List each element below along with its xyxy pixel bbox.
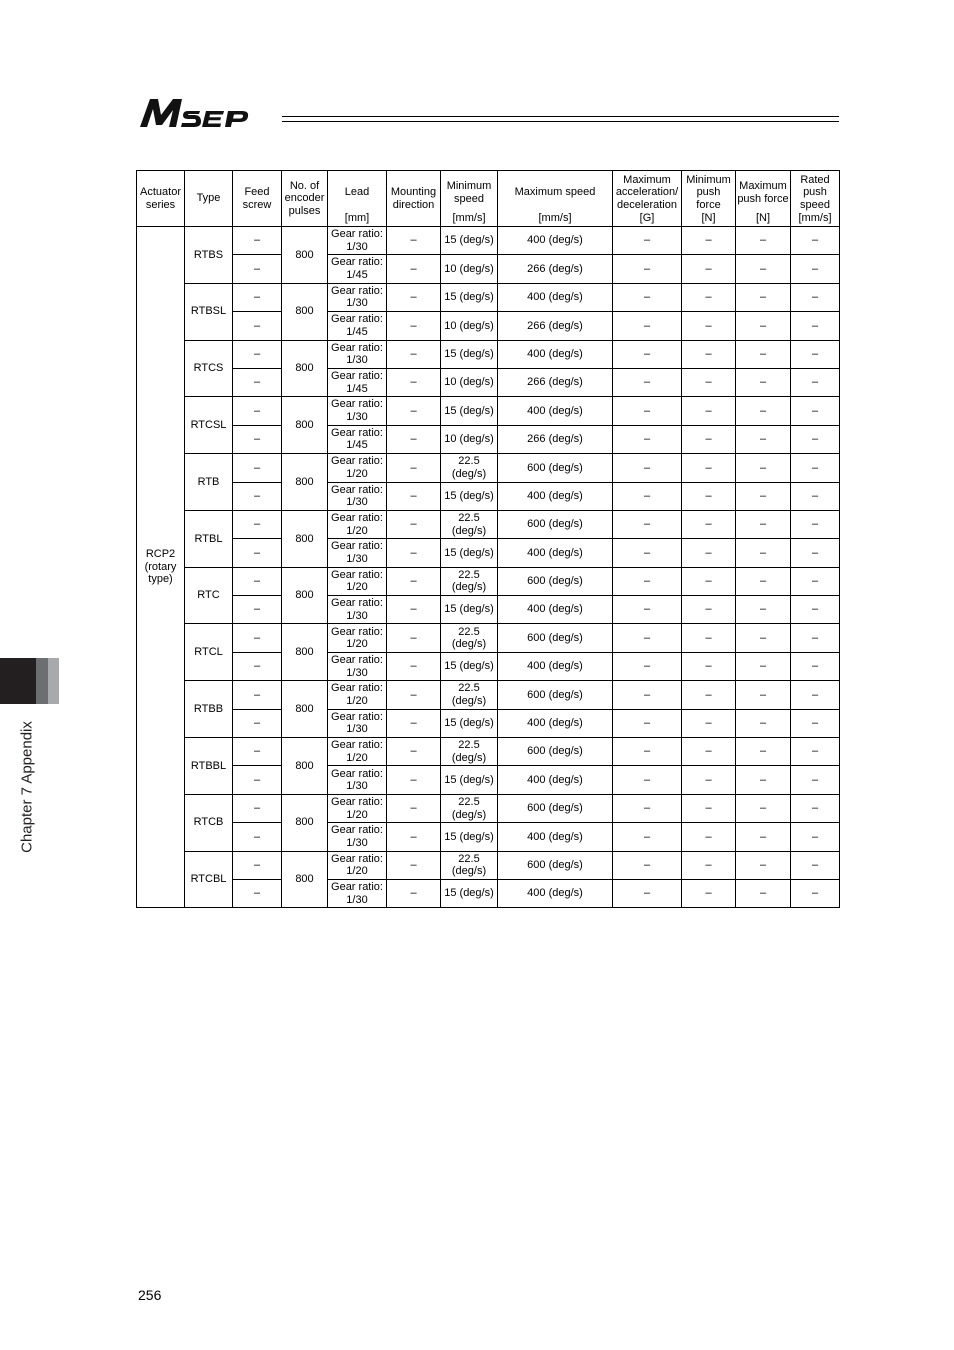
- cell-max-push-force: –: [736, 652, 791, 680]
- cell-minimum-speed: 10 (deg/s): [441, 255, 498, 283]
- table-row: [137, 681, 840, 709]
- cell-max-push-force: –: [736, 539, 791, 567]
- unit-min-push-force: [N]: [701, 212, 716, 225]
- unit-rated-push-speed: [mm/s]: [798, 212, 832, 225]
- cell-maximum-speed: 400 (deg/s): [498, 340, 613, 368]
- cell-minimum-speed: 22.5 (deg/s): [441, 851, 498, 879]
- cell-lead: Gear ratio: 1/30: [328, 823, 387, 851]
- cell-feed-screw: –: [233, 851, 282, 879]
- header-row: [137, 171, 840, 227]
- actuator-spec-table: [136, 170, 840, 908]
- cell-mounting-direction: –: [387, 368, 441, 396]
- cell-min-push-force: –: [682, 709, 736, 737]
- chapter-tab-light: [48, 658, 59, 704]
- cell-minimum-speed: 22.5 (deg/s): [441, 510, 498, 538]
- cell-maximum-speed: 600 (deg/s): [498, 510, 613, 538]
- cell-max-push-force: –: [736, 454, 791, 482]
- cell-encoder-pulses: 800: [282, 851, 328, 908]
- cell-maximum-speed: 600 (deg/s): [498, 454, 613, 482]
- cell-rated-push-speed: –: [791, 482, 840, 510]
- cell-maximum-speed: 600 (deg/s): [498, 567, 613, 595]
- cell-min-push-force: –: [682, 283, 736, 311]
- cell-encoder-pulses: 800: [282, 738, 328, 795]
- cell-rated-push-speed: –: [791, 766, 840, 794]
- cell-max-push-force: –: [736, 283, 791, 311]
- cell-minimum-speed: 10 (deg/s): [441, 312, 498, 340]
- cell-feed-screw: –: [233, 567, 282, 595]
- cell-encoder-pulses: 800: [282, 283, 328, 340]
- cell-min-push-force: –: [682, 454, 736, 482]
- cell-max-acceleration: –: [613, 312, 682, 340]
- cell-max-acceleration: –: [613, 851, 682, 879]
- cell-mounting-direction: –: [387, 709, 441, 737]
- cell-lead: Gear ratio: 1/45: [328, 425, 387, 453]
- cell-max-push-force: –: [736, 851, 791, 879]
- cell-max-push-force: –: [736, 368, 791, 396]
- cell-mounting-direction: –: [387, 454, 441, 482]
- cell-max-acceleration: –: [613, 766, 682, 794]
- cell-max-acceleration: –: [613, 397, 682, 425]
- cell-mounting-direction: –: [387, 624, 441, 652]
- table-body: [137, 227, 840, 908]
- cell-maximum-speed: 400 (deg/s): [498, 283, 613, 311]
- cell-min-push-force: –: [682, 510, 736, 538]
- cell-feed-screw: –: [233, 397, 282, 425]
- cell-minimum-speed: 15 (deg/s): [441, 340, 498, 368]
- cell-min-push-force: –: [682, 596, 736, 624]
- cell-lead: Gear ratio: 1/30: [328, 340, 387, 368]
- cell-lead: Gear ratio: 1/45: [328, 312, 387, 340]
- table-row: [137, 425, 840, 453]
- cell-feed-screw: –: [233, 312, 282, 340]
- cell-max-acceleration: –: [613, 652, 682, 680]
- cell-min-push-force: –: [682, 397, 736, 425]
- cell-max-push-force: –: [736, 397, 791, 425]
- chapter-tab-dark: [0, 658, 36, 704]
- cell-max-acceleration: –: [613, 879, 682, 907]
- cell-mounting-direction: –: [387, 227, 441, 255]
- cell-max-push-force: –: [736, 425, 791, 453]
- cell-max-push-force: –: [736, 879, 791, 907]
- header-maximum-speed: Maximum speed [mm/s]: [498, 171, 613, 227]
- cell-maximum-speed: 400 (deg/s): [498, 397, 613, 425]
- cell-mounting-direction: –: [387, 397, 441, 425]
- cell-min-push-force: –: [682, 227, 736, 255]
- cell-maximum-speed: 600 (deg/s): [498, 851, 613, 879]
- unit-max-push-force: [N]: [755, 212, 771, 225]
- table-row: [137, 340, 840, 368]
- cell-feed-screw: –: [233, 794, 282, 822]
- cell-feed-screw: –: [233, 766, 282, 794]
- cell-minimum-speed: 15 (deg/s): [441, 879, 498, 907]
- header-feed-screw: Feed screw: [233, 171, 282, 227]
- cell-lead: Gear ratio: 1/30: [328, 227, 387, 255]
- unit-minimum-speed: [mm/s]: [452, 212, 486, 225]
- table-row: [137, 454, 840, 482]
- table-row: [137, 255, 840, 283]
- cell-maximum-speed: 266 (deg/s): [498, 312, 613, 340]
- cell-encoder-pulses: 800: [282, 681, 328, 738]
- cell-lead: Gear ratio: 1/20: [328, 851, 387, 879]
- cell-minimum-speed: 15 (deg/s): [441, 227, 498, 255]
- cell-lead: Gear ratio: 1/30: [328, 709, 387, 737]
- cell-max-push-force: –: [736, 738, 791, 766]
- cell-minimum-speed: 10 (deg/s): [441, 368, 498, 396]
- cell-max-acceleration: –: [613, 368, 682, 396]
- cell-min-push-force: –: [682, 312, 736, 340]
- table-row: [137, 227, 840, 255]
- cell-max-acceleration: –: [613, 567, 682, 595]
- cell-lead: Gear ratio: 1/30: [328, 879, 387, 907]
- cell-feed-screw: –: [233, 709, 282, 737]
- cell-min-push-force: –: [682, 539, 736, 567]
- cell-feed-screw: –: [233, 368, 282, 396]
- table-row: [137, 510, 840, 538]
- header-max-acceleration: Maximum acceleration/ deceleration [G]: [613, 171, 682, 227]
- cell-rated-push-speed: –: [791, 709, 840, 737]
- cell-max-push-force: –: [736, 823, 791, 851]
- cell-lead: Gear ratio: 1/30: [328, 596, 387, 624]
- cell-mounting-direction: –: [387, 539, 441, 567]
- cell-type: RTBSL: [185, 283, 233, 340]
- cell-rated-push-speed: –: [791, 567, 840, 595]
- cell-mounting-direction: –: [387, 823, 441, 851]
- cell-feed-screw: –: [233, 425, 282, 453]
- cell-maximum-speed: 266 (deg/s): [498, 255, 613, 283]
- cell-encoder-pulses: 800: [282, 510, 328, 567]
- cell-minimum-speed: 10 (deg/s): [441, 425, 498, 453]
- cell-rated-push-speed: –: [791, 454, 840, 482]
- cell-minimum-speed: 22.5 (deg/s): [441, 738, 498, 766]
- cell-rated-push-speed: –: [791, 539, 840, 567]
- cell-minimum-speed: 15 (deg/s): [441, 482, 498, 510]
- header-rated-push-speed: Rated push speed [mm/s]: [791, 171, 840, 227]
- cell-encoder-pulses: 800: [282, 340, 328, 397]
- cell-maximum-speed: 400 (deg/s): [498, 823, 613, 851]
- cell-min-push-force: –: [682, 851, 736, 879]
- cell-max-push-force: –: [736, 709, 791, 737]
- cell-type: RTCBL: [185, 851, 233, 908]
- cell-max-acceleration: –: [613, 255, 682, 283]
- cell-lead: Gear ratio: 1/30: [328, 652, 387, 680]
- cell-rated-push-speed: –: [791, 794, 840, 822]
- cell-rated-push-speed: –: [791, 851, 840, 879]
- cell-max-acceleration: –: [613, 709, 682, 737]
- cell-actuator-series: RCP2 (rotary type): [137, 227, 185, 908]
- table-row: [137, 738, 840, 766]
- cell-mounting-direction: –: [387, 879, 441, 907]
- cell-type: RTC: [185, 567, 233, 624]
- cell-mounting-direction: –: [387, 596, 441, 624]
- cell-feed-screw: –: [233, 454, 282, 482]
- cell-max-push-force: –: [736, 624, 791, 652]
- cell-maximum-speed: 400 (deg/s): [498, 482, 613, 510]
- cell-mounting-direction: –: [387, 340, 441, 368]
- cell-max-acceleration: –: [613, 425, 682, 453]
- cell-rated-push-speed: –: [791, 510, 840, 538]
- cell-feed-screw: –: [233, 596, 282, 624]
- cell-minimum-speed: 22.5 (deg/s): [441, 454, 498, 482]
- cell-mounting-direction: –: [387, 652, 441, 680]
- cell-max-push-force: –: [736, 681, 791, 709]
- cell-max-acceleration: –: [613, 596, 682, 624]
- cell-type: RTCSL: [185, 397, 233, 454]
- cell-mounting-direction: –: [387, 681, 441, 709]
- cell-minimum-speed: 22.5 (deg/s): [441, 681, 498, 709]
- msep-logo-graphic: [138, 96, 278, 130]
- cell-encoder-pulses: 800: [282, 454, 328, 511]
- header-max-push-force: Maximum push force [N]: [736, 171, 791, 227]
- table-row: [137, 766, 840, 794]
- cell-min-push-force: –: [682, 624, 736, 652]
- cell-max-acceleration: –: [613, 510, 682, 538]
- cell-feed-screw: –: [233, 255, 282, 283]
- cell-rated-push-speed: –: [791, 879, 840, 907]
- cell-rated-push-speed: –: [791, 425, 840, 453]
- cell-encoder-pulses: 800: [282, 624, 328, 681]
- cell-max-acceleration: –: [613, 794, 682, 822]
- cell-mounting-direction: –: [387, 482, 441, 510]
- cell-mounting-direction: –: [387, 312, 441, 340]
- cell-mounting-direction: –: [387, 510, 441, 538]
- table-row: [137, 312, 840, 340]
- cell-min-push-force: –: [682, 879, 736, 907]
- cell-maximum-speed: 600 (deg/s): [498, 681, 613, 709]
- cell-mounting-direction: –: [387, 851, 441, 879]
- cell-lead: Gear ratio: 1/20: [328, 738, 387, 766]
- cell-minimum-speed: 15 (deg/s): [441, 766, 498, 794]
- cell-minimum-speed: 15 (deg/s): [441, 823, 498, 851]
- cell-feed-screw: –: [233, 879, 282, 907]
- cell-encoder-pulses: 800: [282, 397, 328, 454]
- cell-maximum-speed: 266 (deg/s): [498, 368, 613, 396]
- cell-mounting-direction: –: [387, 766, 441, 794]
- cell-type: RTB: [185, 454, 233, 511]
- table-row: [137, 851, 840, 879]
- cell-min-push-force: –: [682, 368, 736, 396]
- header-lead: Lead [mm]: [328, 171, 387, 227]
- cell-type: RTBB: [185, 681, 233, 738]
- header-actuator-series: Actuator series: [137, 171, 185, 227]
- cell-feed-screw: –: [233, 652, 282, 680]
- cell-minimum-speed: 22.5 (deg/s): [441, 567, 498, 595]
- cell-max-acceleration: –: [613, 624, 682, 652]
- unit-max-acceleration: [G]: [639, 212, 655, 225]
- header-rule-top: [282, 116, 839, 117]
- cell-max-acceleration: –: [613, 227, 682, 255]
- cell-min-push-force: –: [682, 425, 736, 453]
- cell-type: RTCB: [185, 794, 233, 851]
- cell-maximum-speed: 400 (deg/s): [498, 766, 613, 794]
- cell-lead: Gear ratio: 1/30: [328, 539, 387, 567]
- cell-min-push-force: –: [682, 255, 736, 283]
- cell-lead: Gear ratio: 1/45: [328, 255, 387, 283]
- cell-rated-push-speed: –: [791, 823, 840, 851]
- header-minimum-speed: Minimum speed [mm/s]: [441, 171, 498, 227]
- cell-min-push-force: –: [682, 482, 736, 510]
- cell-maximum-speed: 400 (deg/s): [498, 709, 613, 737]
- cell-maximum-speed: 266 (deg/s): [498, 425, 613, 453]
- cell-minimum-speed: 15 (deg/s): [441, 397, 498, 425]
- cell-lead: Gear ratio: 1/30: [328, 283, 387, 311]
- page-number: 256: [138, 1287, 162, 1303]
- cell-mounting-direction: –: [387, 567, 441, 595]
- cell-min-push-force: –: [682, 738, 736, 766]
- cell-minimum-speed: 15 (deg/s): [441, 709, 498, 737]
- cell-minimum-speed: 22.5 (deg/s): [441, 794, 498, 822]
- cell-max-acceleration: –: [613, 681, 682, 709]
- cell-min-push-force: –: [682, 652, 736, 680]
- cell-rated-push-speed: –: [791, 397, 840, 425]
- cell-max-push-force: –: [736, 255, 791, 283]
- msep-logo: [138, 96, 278, 130]
- table-row: [137, 794, 840, 822]
- cell-maximum-speed: 400 (deg/s): [498, 652, 613, 680]
- table-row: [137, 397, 840, 425]
- cell-feed-screw: –: [233, 681, 282, 709]
- cell-max-push-force: –: [736, 596, 791, 624]
- cell-feed-screw: –: [233, 738, 282, 766]
- cell-encoder-pulses: 800: [282, 567, 328, 624]
- cell-min-push-force: –: [682, 340, 736, 368]
- cell-max-push-force: –: [736, 227, 791, 255]
- cell-type: RTBBL: [185, 738, 233, 795]
- cell-mounting-direction: –: [387, 738, 441, 766]
- cell-maximum-speed: 400 (deg/s): [498, 879, 613, 907]
- cell-mounting-direction: –: [387, 255, 441, 283]
- cell-feed-screw: –: [233, 624, 282, 652]
- cell-type: RTBL: [185, 510, 233, 567]
- table-row: [137, 624, 840, 652]
- cell-feed-screw: –: [233, 823, 282, 851]
- cell-min-push-force: –: [682, 823, 736, 851]
- cell-lead: Gear ratio: 1/45: [328, 368, 387, 396]
- cell-max-acceleration: –: [613, 738, 682, 766]
- table-header: [137, 171, 840, 227]
- cell-feed-screw: –: [233, 510, 282, 538]
- cell-rated-push-speed: –: [791, 255, 840, 283]
- table-row: [137, 567, 840, 595]
- cell-minimum-speed: 15 (deg/s): [441, 283, 498, 311]
- cell-max-push-force: –: [736, 567, 791, 595]
- cell-encoder-pulses: 800: [282, 227, 328, 284]
- cell-type: RTCS: [185, 340, 233, 397]
- table-row: [137, 879, 840, 907]
- cell-minimum-speed: 15 (deg/s): [441, 652, 498, 680]
- chapter-tab-mid: [36, 658, 48, 704]
- table-row: [137, 368, 840, 396]
- cell-lead: Gear ratio: 1/20: [328, 681, 387, 709]
- cell-minimum-speed: 22.5 (deg/s): [441, 624, 498, 652]
- cell-max-push-force: –: [736, 510, 791, 538]
- cell-mounting-direction: –: [387, 283, 441, 311]
- cell-max-acceleration: –: [613, 454, 682, 482]
- cell-max-push-force: –: [736, 794, 791, 822]
- cell-min-push-force: –: [682, 766, 736, 794]
- cell-min-push-force: –: [682, 567, 736, 595]
- cell-lead: Gear ratio: 1/20: [328, 624, 387, 652]
- cell-rated-push-speed: –: [791, 368, 840, 396]
- cell-lead: Gear ratio: 1/20: [328, 454, 387, 482]
- header-rule-bottom: [282, 121, 839, 122]
- cell-encoder-pulses: 800: [282, 794, 328, 851]
- cell-rated-push-speed: –: [791, 283, 840, 311]
- cell-lead: Gear ratio: 1/30: [328, 482, 387, 510]
- cell-lead: Gear ratio: 1/20: [328, 794, 387, 822]
- cell-mounting-direction: –: [387, 425, 441, 453]
- cell-max-push-force: –: [736, 312, 791, 340]
- cell-feed-screw: –: [233, 340, 282, 368]
- table-row: [137, 482, 840, 510]
- cell-max-push-force: –: [736, 766, 791, 794]
- cell-max-acceleration: –: [613, 823, 682, 851]
- unit-lead: [mm]: [344, 212, 370, 225]
- cell-maximum-speed: 400 (deg/s): [498, 539, 613, 567]
- chapter-tab-marker: [0, 658, 59, 704]
- cell-rated-push-speed: –: [791, 227, 840, 255]
- table-row: [137, 596, 840, 624]
- cell-maximum-speed: 600 (deg/s): [498, 738, 613, 766]
- cell-rated-push-speed: –: [791, 340, 840, 368]
- table-row: [137, 709, 840, 737]
- cell-feed-screw: –: [233, 482, 282, 510]
- cell-rated-push-speed: –: [791, 312, 840, 340]
- unit-maximum-speed: [mm/s]: [538, 212, 572, 225]
- cell-rated-push-speed: –: [791, 652, 840, 680]
- cell-type: RTCL: [185, 624, 233, 681]
- cell-max-acceleration: –: [613, 283, 682, 311]
- header-min-push-force: Minimum push force [N]: [682, 171, 736, 227]
- cell-min-push-force: –: [682, 794, 736, 822]
- cell-mounting-direction: –: [387, 794, 441, 822]
- table-row: [137, 539, 840, 567]
- cell-max-acceleration: –: [613, 539, 682, 567]
- chapter-label-text: Chapter 7 Appendix: [18, 721, 36, 853]
- cell-maximum-speed: 400 (deg/s): [498, 596, 613, 624]
- cell-rated-push-speed: –: [791, 738, 840, 766]
- cell-rated-push-speed: –: [791, 624, 840, 652]
- cell-minimum-speed: 15 (deg/s): [441, 539, 498, 567]
- cell-lead: Gear ratio: 1/30: [328, 397, 387, 425]
- cell-rated-push-speed: –: [791, 596, 840, 624]
- cell-lead: Gear ratio: 1/30: [328, 766, 387, 794]
- table-row: [137, 823, 840, 851]
- cell-minimum-speed: 15 (deg/s): [441, 596, 498, 624]
- cell-max-push-force: –: [736, 340, 791, 368]
- table-row: [137, 283, 840, 311]
- cell-feed-screw: –: [233, 227, 282, 255]
- cell-max-push-force: –: [736, 482, 791, 510]
- cell-lead: Gear ratio: 1/20: [328, 510, 387, 538]
- cell-min-push-force: –: [682, 681, 736, 709]
- cell-max-acceleration: –: [613, 482, 682, 510]
- cell-type: RTBS: [185, 227, 233, 284]
- table-row: [137, 652, 840, 680]
- cell-max-acceleration: –: [613, 340, 682, 368]
- cell-feed-screw: –: [233, 539, 282, 567]
- cell-feed-screw: –: [233, 283, 282, 311]
- cell-maximum-speed: 400 (deg/s): [498, 227, 613, 255]
- cell-lead: Gear ratio: 1/20: [328, 567, 387, 595]
- cell-rated-push-speed: –: [791, 681, 840, 709]
- header-mounting-direction: Mounting direction: [387, 171, 441, 227]
- cell-maximum-speed: 600 (deg/s): [498, 794, 613, 822]
- header-type: Type: [185, 171, 233, 227]
- cell-maximum-speed: 600 (deg/s): [498, 624, 613, 652]
- header-encoder-pulses: No. of encoder pulses: [282, 171, 328, 227]
